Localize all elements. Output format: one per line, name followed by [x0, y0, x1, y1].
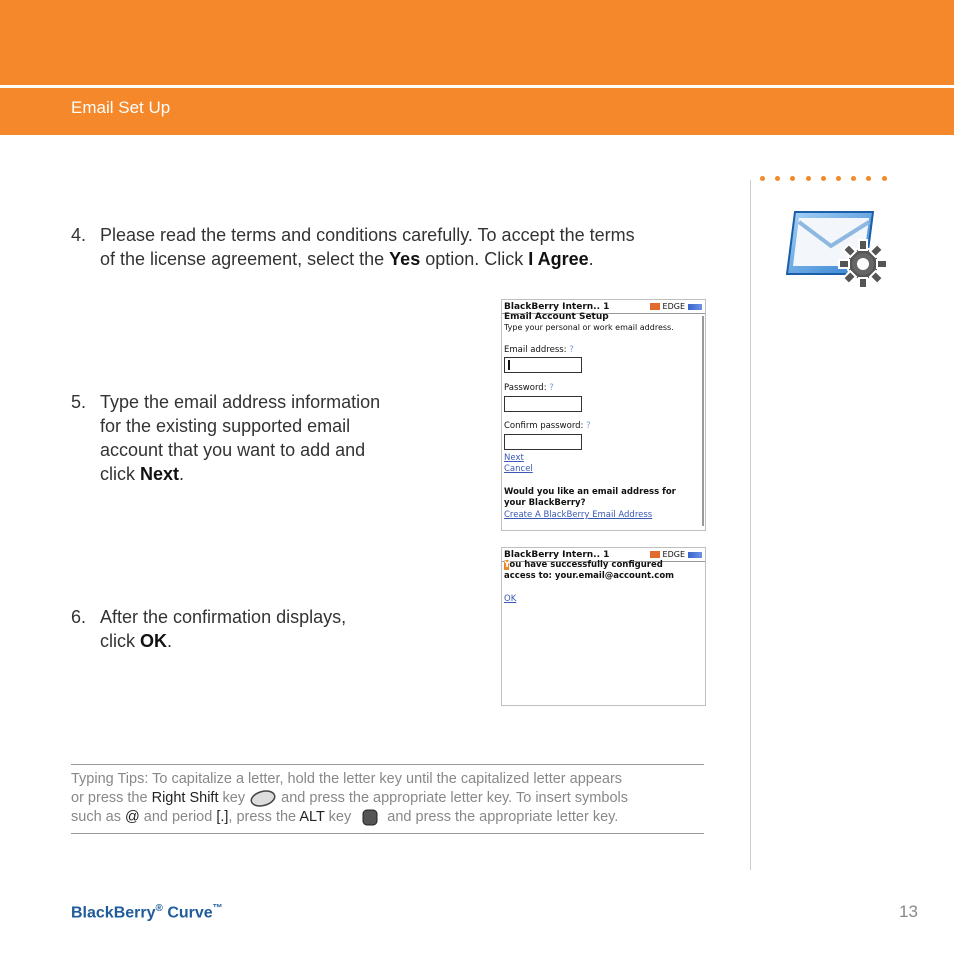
step-text-line: for the existing supported email [100, 416, 351, 436]
yes-option-label: Yes [389, 249, 421, 269]
email-settings-icon [785, 208, 895, 292]
mail-icon [650, 551, 660, 558]
tips-line-2: or press the Right Shift key and press the appropriate letter key. To insert symbols [71, 789, 704, 808]
scrollbar[interactable] [702, 316, 704, 526]
sidebar-divider [750, 180, 751, 870]
step-text-line: account that you want to add and [100, 440, 366, 460]
next-label: Next [140, 464, 180, 484]
step-text-line: click Next. [100, 464, 185, 484]
create-address-question-2: your BlackBerry? [504, 498, 586, 508]
screen-title: Email Account Setup [504, 312, 609, 322]
screen-subtitle: Type your personal or work email address. [504, 323, 674, 332]
step-6 [71, 605, 431, 655]
next-link[interactable]: Next [504, 453, 524, 463]
alt-key-icon [355, 809, 383, 826]
signal-icon [688, 304, 702, 310]
step-text-line: click OK. [100, 631, 173, 651]
i-agree-label: I Agree [528, 249, 589, 269]
step-text-line: Type the email address information [100, 392, 381, 412]
password-field[interactable] [504, 396, 582, 412]
email-setup-screenshot [501, 299, 706, 531]
mail-icon [650, 303, 660, 310]
step-4 [71, 223, 731, 273]
signal-icon [688, 552, 702, 558]
step-text-line: Please read the terms and conditions carefully. To accept the terms [100, 225, 635, 245]
device-status-bar: BlackBerry Intern.. 1 EDGE [502, 548, 705, 562]
email-address-field[interactable] [504, 357, 582, 373]
step-text-line: of the license agreement, select the Yes option. Click I Agree. [100, 249, 594, 269]
ok-link[interactable]: OK [504, 594, 517, 604]
ok-label: OK [140, 631, 167, 651]
step-number: 6. [71, 607, 87, 627]
confirmation-address: access to: your.email@account.com [504, 571, 675, 581]
tips-line-1: Typing Tips: To capitalize a letter, hold the letter key until the capitalized letter appears [71, 771, 623, 787]
tips-bottom-rule [71, 833, 704, 834]
confirm-password-field[interactable] [504, 434, 582, 450]
tips-top-rule [71, 764, 704, 765]
email-address-label: Email address: ? [504, 345, 574, 355]
create-address-question: Would you like an email address for [504, 487, 676, 497]
step-number: 4. [71, 225, 87, 245]
footer-brand: BlackBerry® Curve™ [71, 903, 223, 922]
page-number: 13 [899, 902, 918, 921]
header-banner [0, 0, 954, 85]
password-label: Password: ? [504, 383, 554, 393]
typing-tips [71, 770, 704, 827]
confirmation-message: You have successfully configured [504, 560, 663, 570]
step-5 [71, 390, 431, 490]
cancel-link[interactable]: Cancel [504, 464, 533, 474]
create-email-link[interactable]: Create A BlackBerry Email Address [504, 510, 653, 520]
confirmation-screenshot [501, 547, 706, 706]
confirm-password-label: Confirm password: ? [504, 421, 591, 431]
right-shift-label: Right Shift [151, 790, 219, 806]
decorative-dots [760, 176, 887, 181]
right-shift-key-icon [249, 790, 277, 807]
section-title: Email Set Up [71, 98, 171, 117]
step-text-line: After the confirmation displays, [100, 607, 347, 627]
tips-line-3: such as @ and period [.], press the ALT key and press the appropriate letter key. [71, 809, 619, 825]
device-status-bar: BlackBerry Intern.. 1 EDGE [502, 300, 705, 314]
step-number: 5. [71, 392, 87, 412]
alt-label: ALT [299, 809, 325, 825]
